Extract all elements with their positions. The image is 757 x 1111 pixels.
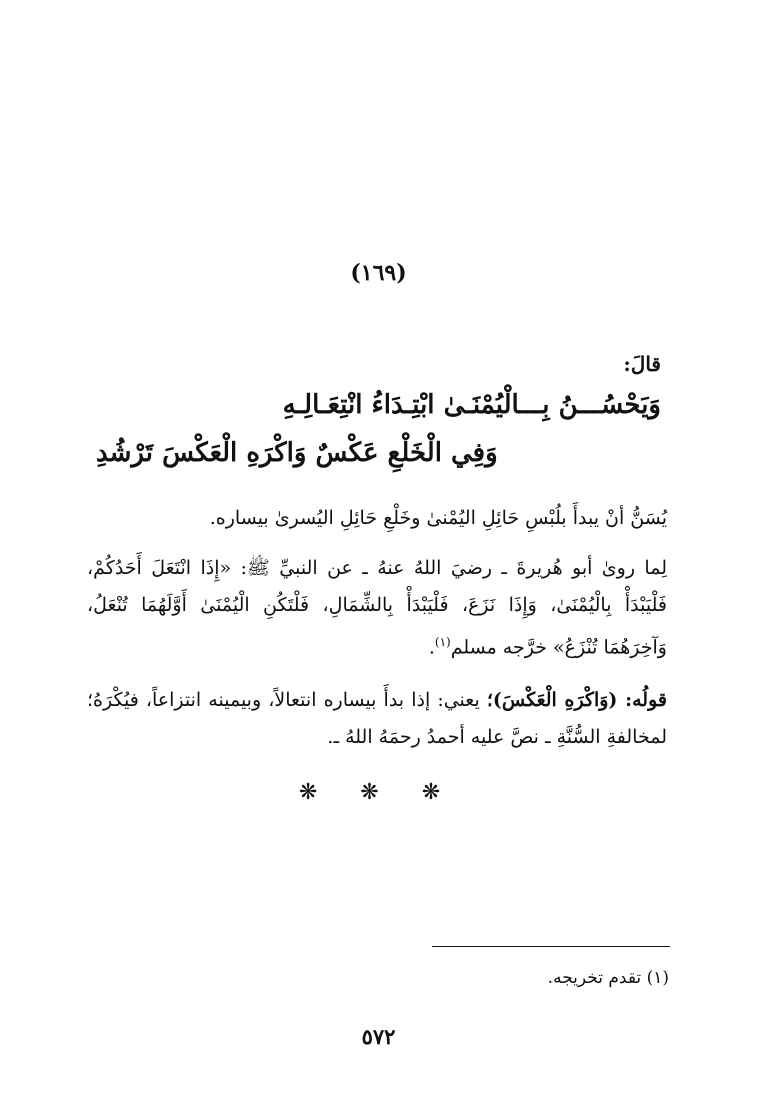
hadith-text: لِما روىٰ أبو هُريرةَ ـ رضيَ اللهُ عنهُ ـ عن النبيِّ ﷺ: «إِذَا انْتَعَلَ أَحَدُكُمْ، فَلْيَبْدَأْ بِالْيُمْنَىٰ، وَإِذَا نَزَعَ، فَلْيَبْدَأْ بِالشِّمَالِ، فَلْتَكُنِ الْيُمْنَىٰ أَوَّلَهُمَا تُنْعَلُ، وَآخِرَهُمَا تُنْزَعُ» خرَّجه مسلم bbox=[87, 557, 667, 659]
page-number: ٥٧٢ bbox=[361, 1024, 396, 1049]
footnote bbox=[548, 968, 669, 988]
hadith-end: . bbox=[428, 636, 435, 659]
commentary-paragraph-2 bbox=[87, 550, 667, 666]
poem-intro: قالَ: bbox=[623, 352, 661, 376]
poem-line-2: وَفِي الْخَلْعِ عَكْسٌ وَاكْرَهِ الْعَكْسَ تَرْشُدِ bbox=[96, 438, 498, 468]
footnote-divider bbox=[432, 946, 670, 947]
commentary-paragraph-1: يُسَنُّ أنْ يبدأَ بلُبْسِ حَائِلِ اليُمْنىٰ وخَلْعِ حَائِلِ اليُسرىٰ بيساره. bbox=[209, 507, 667, 529]
section-separator: ❋ ❋ ❋ bbox=[298, 780, 459, 805]
section-number: (١٦٩) bbox=[350, 260, 407, 286]
footnote-text: تقدم تخريجه. bbox=[547, 968, 642, 988]
poem-line-1: وَيَحْسُـــنُ بِـــالْيُمْنَـىٰ ابْتِـدَاءُ انْتِعَـالِـهِ bbox=[282, 390, 661, 420]
commentary-paragraph-3 bbox=[87, 682, 667, 756]
footnote-reference: (١) bbox=[434, 635, 451, 649]
footnote-marker: (١) bbox=[646, 968, 669, 988]
quote-explanation: يعني: إذا بدأَ بيساره انتعالاً، وبيمينه انتزاعاً، فيُكْرَهُ؛ لمخالفةِ السُّنَّةِ ـ نصَّ عليه أحمدُ رحمَهُ اللهُ ـ. bbox=[87, 689, 667, 748]
quote-label: قولُه: (وَاكْرَهِ الْعَكْسَ)؛ bbox=[486, 689, 667, 711]
